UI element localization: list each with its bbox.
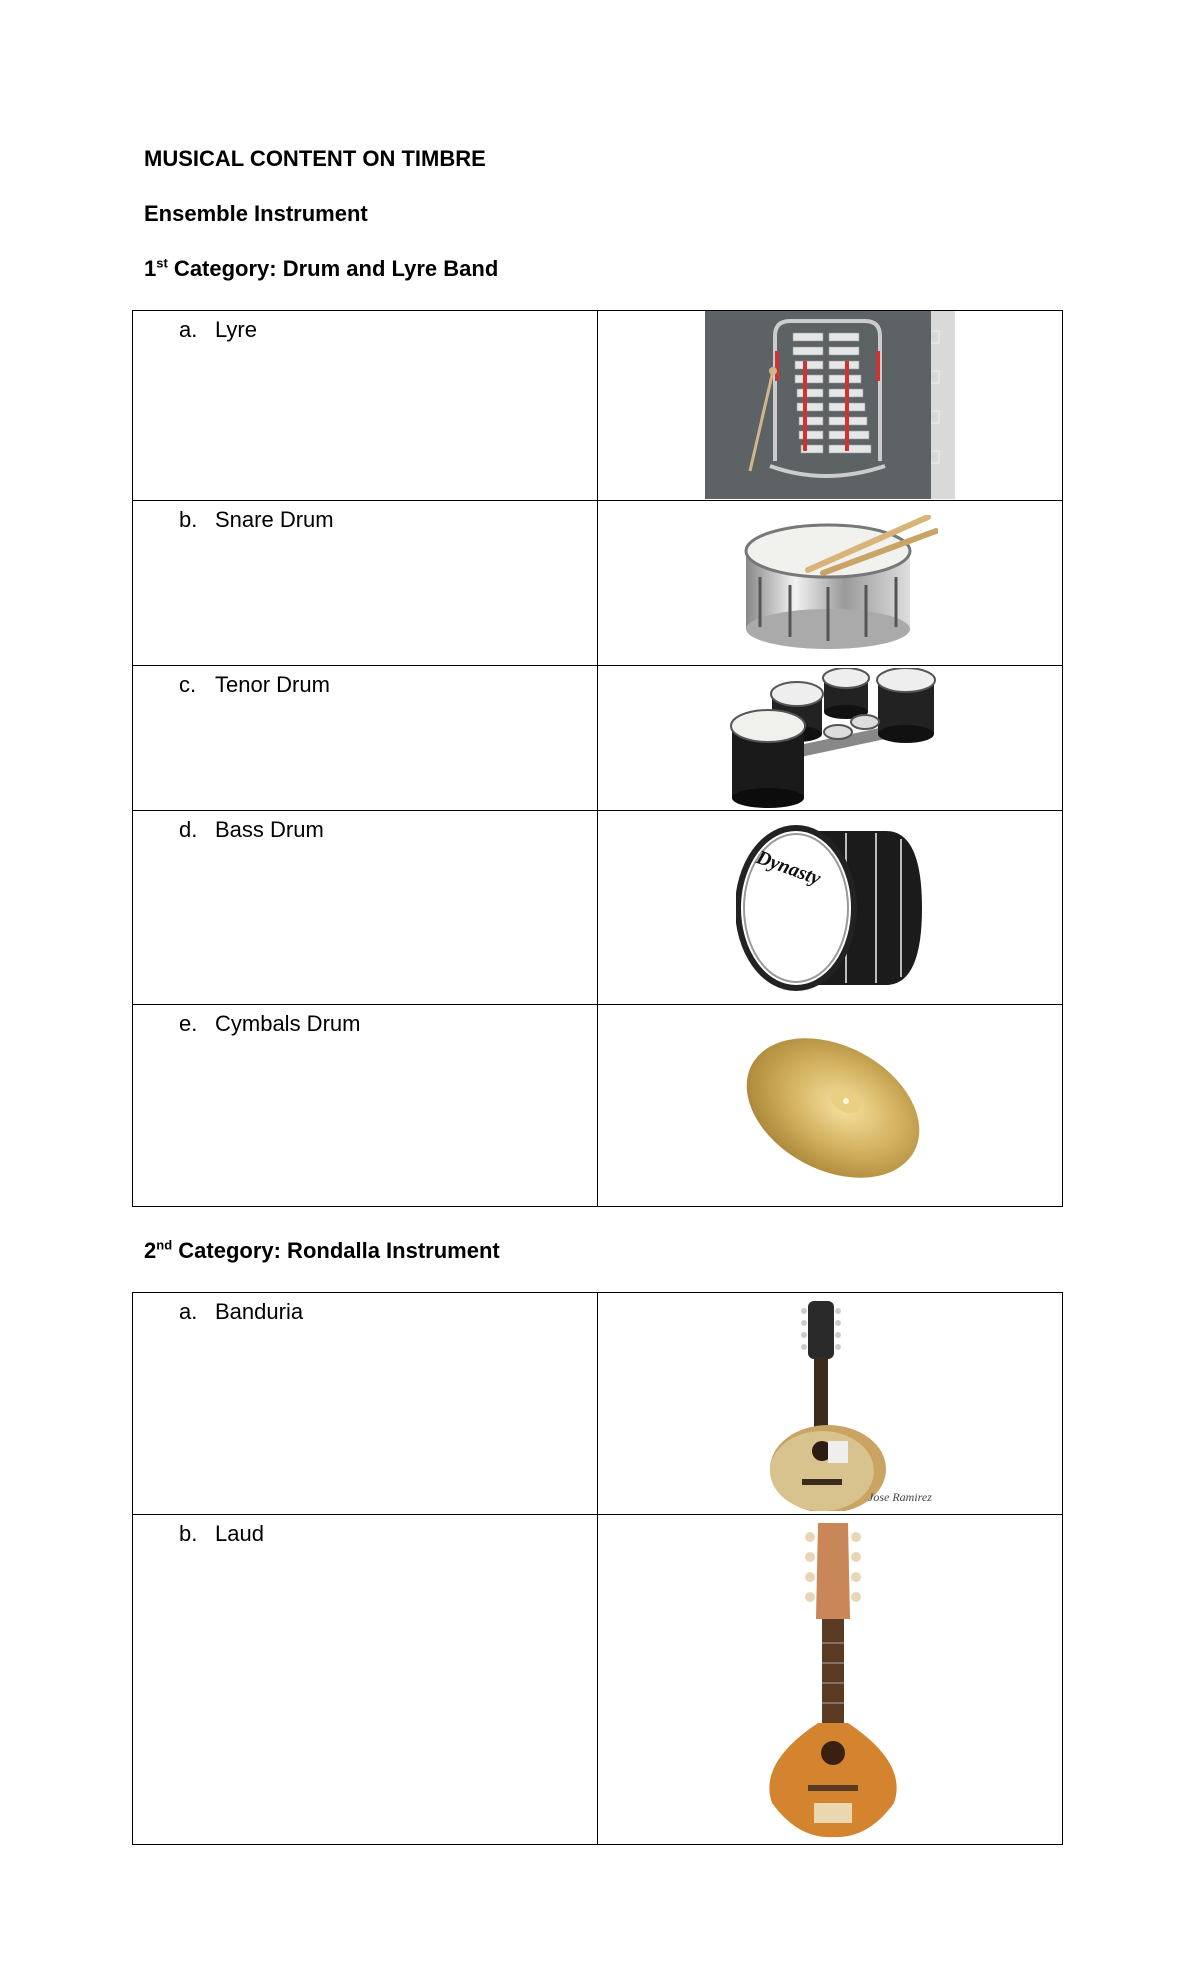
category-2-table	[132, 1292, 1063, 1845]
label-cell	[133, 666, 598, 811]
label-cell	[133, 1293, 598, 1515]
lyre-image	[705, 311, 955, 499]
table-row	[133, 1293, 1063, 1515]
table-row	[133, 811, 1063, 1005]
item-name: Snare Drum	[215, 507, 334, 532]
svg-text:Dynasty: Dynasty	[753, 846, 824, 890]
label-cell	[133, 311, 598, 501]
item-name: Banduria	[215, 1299, 304, 1324]
item-letter: a.	[179, 1299, 198, 1324]
table-row	[133, 1515, 1063, 1845]
item-letter: b.	[179, 507, 198, 532]
banduria-image	[768, 1301, 948, 1511]
category-1-heading	[144, 256, 498, 282]
item-name: Laud	[215, 1521, 264, 1546]
laud-image	[758, 1523, 908, 1839]
table-row	[133, 311, 1063, 501]
bass-drum-image	[736, 825, 922, 991]
item-letter: b.	[179, 1521, 198, 1546]
document-title: MUSICAL CONTENT ON TIMBRE	[144, 146, 486, 171]
item-letter: c.	[179, 672, 197, 697]
document-subtitle: Ensemble Instrument	[144, 201, 368, 226]
table-row	[133, 666, 1063, 811]
category-1-table	[132, 310, 1063, 1207]
item-letter: e.	[179, 1011, 198, 1036]
image-cell	[598, 666, 1063, 811]
category-1-ordinal: st	[156, 255, 168, 271]
table-row	[133, 1005, 1063, 1207]
label-cell	[133, 1515, 598, 1845]
image-cell	[598, 1515, 1063, 1845]
image-cell	[598, 1005, 1063, 1207]
label-cell	[133, 1005, 598, 1207]
category-2-heading	[144, 1238, 500, 1264]
category-2-number: 2	[144, 1238, 157, 1263]
table-row	[133, 501, 1063, 666]
image-cell	[598, 811, 1063, 1005]
item-name: Bass Drum	[215, 817, 324, 842]
category-2-ordinal: nd	[156, 1237, 173, 1253]
item-name: Tenor Drum	[215, 672, 330, 697]
item-letter: d.	[179, 817, 198, 842]
category-1-label: Category: Drum and Lyre Band	[167, 256, 499, 281]
cymbal-image	[738, 1035, 928, 1181]
item-name: Lyre	[215, 317, 257, 342]
category-1-number: 1	[144, 256, 157, 281]
image-cell	[598, 501, 1063, 666]
snare-drum-image	[738, 515, 938, 653]
item-name: Cymbals Drum	[215, 1011, 361, 1036]
category-2-label: Category: Rondalla Instrument	[172, 1238, 500, 1263]
label-cell	[133, 501, 598, 666]
image-cell	[598, 311, 1063, 501]
image-cell	[598, 1293, 1063, 1515]
tenor-drum-image	[728, 668, 938, 808]
item-letter: a.	[179, 317, 198, 342]
label-cell	[133, 811, 598, 1005]
svg-text:Jose Ramirez: Jose Ramirez	[868, 1490, 932, 1504]
